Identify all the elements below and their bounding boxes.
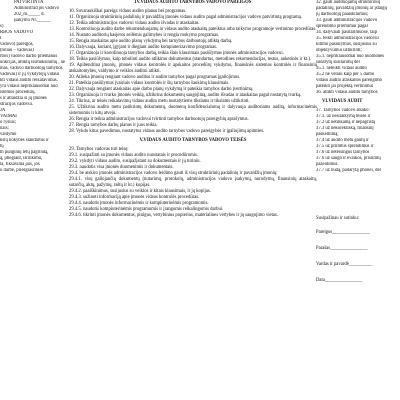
paragraph: 23. Organizuoja ir tvarko įmonės veiklą, užtikrina dokumentų saugojimą, audito išvadas ir ataskaitas pagal nustatytą tvarką. bbox=[69, 93, 302, 98]
text-line: la, fiksavima jais, jos bbox=[0, 162, 40, 167]
text-line: kitimo pasiūlymus, susijusius su bbox=[316, 42, 377, 47]
paragraph: 21. Pateikia pasiūlymus įvairiais vidaus kontrolės ir šių tarnybos šaukimų klausimais. bbox=[69, 81, 230, 86]
paragraph: 29.4.3. sužinoti informaciją apie įmonės vidaus kontrolės procedūras. bbox=[69, 195, 200, 200]
paragraph: 29.4. be atskiro įmonės administracijos vadovo leidimo gauti iš visų struktūrinių padalinių ir pavaldžių įmonių: bbox=[69, 171, 278, 176]
document-section bbox=[69, 0, 317, 135]
signature-intro: Susipažinau ir sutinku: bbox=[316, 216, 359, 221]
text-line: valdymo bbox=[0, 132, 17, 137]
paragraph: 26. Rengia ir teikia administracijos vadovui tvirtinti tarnybos darbuotojų pareigybių aprašymus. bbox=[69, 117, 249, 122]
text-line: tų bbox=[0, 144, 4, 149]
paragraph: 20. Atlieka įmonių rengiant vadovo auditus ir audito tarnybos pagal programas įgaliojimus. bbox=[69, 75, 241, 80]
paragraph: 29.4.4. naudotis įmonės informacinėmis ir kompiuterinėmis programomis. bbox=[69, 201, 209, 206]
right-column-top-text bbox=[316, 0, 400, 96]
paragraph: 29.1. susipažinti su įmonės vidaus audito nuostatais ir procedūromis. bbox=[69, 153, 199, 158]
text-line: yra vidaus nepriklausomai nuo bbox=[0, 84, 58, 89]
left-column bbox=[0, 0, 70, 174]
document-section bbox=[69, 138, 317, 219]
signature-sign-field: Parašas________________ bbox=[316, 246, 368, 251]
paragraph: 17. Organizuoja ir koordinuoja tarnybos darbą, teikia šiais klausimais pasiūlymus įmonės administracijos vadovui. bbox=[69, 51, 284, 56]
right-column bbox=[316, 0, 400, 284]
paragraph: 28. Vykdo kitus pavedimus, nustatytus vidaus audito tarnybos vadovo pareigybės ir įgaliojimų apimties. bbox=[69, 129, 265, 134]
paragraph: 29.2. vykdyti vidaus audito, susipažįstant su dokumentais ir jų turiniu. bbox=[69, 159, 201, 164]
approval-line: PATVIRTINTA bbox=[14, 0, 44, 5]
signature-position-field: Pareigos________________ bbox=[316, 230, 370, 235]
text-line: vidaus audito ataskaitos parengimo bbox=[316, 78, 383, 83]
signature-block bbox=[316, 216, 400, 284]
paragraph: 29.3. naudotis visa įmonės duomenimis ir dokumentais. bbox=[69, 165, 174, 170]
text-line: 35.2 ne vėliau kaip per 5 darbo bbox=[316, 72, 375, 77]
text-line: unkcijas, atliktų išsmokšinimų , ne bbox=[0, 60, 66, 65]
text-line: 33. gauti administracijos vadovo bbox=[316, 18, 378, 23]
main-sections bbox=[69, 0, 317, 219]
text-line: 37.6 už neteisingus tarnybos bbox=[316, 150, 370, 155]
approval-header bbox=[0, 0, 70, 24]
paragraph: 27. Rengia tarnybos darbų planus ir juos teikia. bbox=[69, 123, 158, 128]
section-heading: IV.VIDAUS AUDITO TARNYBOS VADOVO PAREIGOS bbox=[134, 0, 252, 5]
text-line: objektyvumui užtikrinti; bbox=[316, 48, 362, 53]
paragraph: 29.4.2. paaiškinimus, susijusius su veiklos ir kitais klausimais, ir jų kopijas. bbox=[69, 189, 211, 194]
text-line: RBOS VADOVO bbox=[0, 30, 34, 35]
paragraph: 11. Organizuoja struktūrinių padalinių ir pavaldžių įmonės vidaus audito pagal administracijos vadovo patvirtintą programą. bbox=[69, 15, 302, 20]
text-line: vadovas) ir jų vykdytojų vidaus bbox=[0, 72, 60, 77]
text-line: o darbe, priešgiasrinies bbox=[0, 168, 44, 173]
main-column bbox=[69, 0, 317, 219]
text-line: istemos procedūrų. bbox=[0, 90, 36, 95]
text-line: m punginių letų pagrindą, bbox=[0, 150, 49, 155]
paragraph: 14. Nustato auditorių kasjeros seilėmis galimybes ir rengia mokymo programas. bbox=[69, 33, 220, 38]
text-line: 37.4 už audito metu gautų ir bbox=[316, 138, 369, 143]
text-line: ą, įdiegiant, išrinkimu, bbox=[0, 156, 43, 161]
approval-line: įsakymu Nr.______ bbox=[14, 18, 51, 23]
text-line: JA bbox=[0, 108, 6, 113]
paragraph: 16. Dalyvauja, kuriant, įgyjant ir diegiant audito kompiuterizavimo programas. bbox=[69, 45, 218, 50]
text-line: 37.1. už nesilaikymą teisės ir bbox=[316, 114, 371, 119]
text-line: stracijos vadovui. bbox=[0, 102, 34, 107]
text-line: 37.6 už saugo ir evaikos, prisiimtų bbox=[316, 156, 381, 161]
paragraph: 29.4.1. visų galiojančių dokumentų (nutarimų, protokolų, administracijos vadovo įsakymų, nurodymų, finansinių ataskaitų, sutarčių, aktų, pažymų, raštų ir kt.) kopijas. bbox=[69, 177, 317, 188]
paragraph: 19. Apibendrina įmonių, įmonės vidaus kontrolės ir apskaitos procedūrų vykdymo, finansinės sistemos kontrolės ir finansinių atskaitomybės, valdymo ir veiklos auditui atlikti. bbox=[69, 63, 317, 74]
section-heading-responsibility: VI.VIDAUS AUDIT bbox=[322, 99, 363, 104]
text-line: nais; bbox=[0, 126, 9, 131]
text-line: vadovo) pareigos, bbox=[0, 42, 34, 47]
paragraph: 29. Tarnybos vadovas turi teisę: bbox=[69, 147, 129, 152]
paragraph: 22. Dalyvauja rengiant ataskaitas apie darbo planų vykdymą ir pateikia tarnybos darbo įvertinimą. bbox=[69, 87, 254, 92]
text-line: paskelbimą; bbox=[316, 132, 339, 137]
text-line: kti vidaus audito reikalavimus. bbox=[0, 78, 58, 83]
paragraph: 25. Užtikrina audito metu patikrintų dokumentų, duomenų konfidencialumą ir dalyvauja auditoriams auditą, informacinėmis sistemomis ir kitų atveju. bbox=[69, 105, 317, 116]
text-line: 34. dalyvauti pasitarimuose, taip bbox=[316, 30, 378, 35]
paragraph: 12. Teikia administracijos vadovui vidaus audito išvadas ir ataskaitas. bbox=[69, 21, 200, 26]
text-line: 35. teikti administracijos vadovui bbox=[316, 36, 379, 41]
signature-date-field: Data________________ bbox=[316, 278, 363, 283]
left-column-text bbox=[0, 24, 70, 174]
text-line: jų darbuotojų paaiškinimus; bbox=[316, 12, 369, 17]
paragraph: 29.4.5. naudotis kompiuterinėmis programomis ir įrangomis reikalingomis darbui. bbox=[69, 207, 224, 212]
text-line: s) bbox=[0, 24, 4, 29]
text-line: VAIMAI bbox=[0, 114, 17, 119]
text-line: padalinių, pavaldžių įmonių ar įstaigų bbox=[316, 6, 387, 11]
text-line: pažeidimus. bbox=[316, 162, 339, 167]
paragraph: 10. Suvaraukiškai pareiga vidaus audito planus bei programas. bbox=[69, 9, 187, 14]
paragraph: 13. Kontroliuoja audito darbe rekomenduojamų ar vidaus audito ataskaitų pateiktus arba taikymo programoje vertinimo procedūras. bbox=[69, 27, 317, 32]
right-column-bottom-text bbox=[316, 108, 400, 174]
text-line: (toliau – vadovas) bbox=[0, 48, 34, 53]
approval-line: Administracijos vadovo bbox=[14, 6, 59, 11]
text-line: 36. atlikti vidaus audito tarnybos bbox=[316, 90, 378, 95]
text-line: sprendimo priėmimui pagal bbox=[316, 24, 368, 29]
text-line: 35.1. nepriklausomai nuo nuomonės bbox=[316, 54, 385, 59]
text-line: 37.2 už netinkamą ir nepagristą bbox=[316, 120, 375, 125]
text-line: 37.5 už priimtus sprendimus ir bbox=[316, 144, 374, 149]
paragraph: 24. Tikrina, ar teisės reikalavimų vidaus audito metu nustatytiems tikslams ir tikslams užtikrinti. bbox=[69, 99, 250, 104]
text-line: s ir atlaidžia ši jų įmonės bbox=[0, 96, 47, 101]
text-line: 37.3 už nekorektišką, finansinį bbox=[316, 126, 374, 131]
text-line: kslų kokybės standartus ir bbox=[0, 138, 49, 143]
paragraph: 18. Teikia pasiūlymus, kaip tobulinti audito atlikimo dokumentus (standartus, metodines rekomendacijas, testus, anketinės ir kt.). bbox=[69, 57, 312, 62]
approval-line: 202_m._____ d. bbox=[14, 12, 45, 17]
text-line: o ryšius; bbox=[0, 120, 17, 125]
text-line: 32. gauti audituojamų struktūrinių bbox=[316, 0, 381, 5]
paragraph: 15. Rengia ataskaitas apie audito planų vykdymą bei tarnybos darbuotojų atliktą darbą. bbox=[69, 39, 233, 44]
paragraph: 29.4.6. tikrinti įmonės dokumentus, pinigus, vertybinius popierius, materialines vertybes ir jų saugojimo vietas. bbox=[69, 213, 278, 218]
text-line: 37.7 už būdą, padarytą įmonei, dėl bbox=[316, 168, 381, 173]
text-line: pateikti jai projektą vertinimui bbox=[316, 84, 374, 89]
text-line: 37. Tarnybos vadovo atsako: bbox=[316, 108, 370, 113]
text-line: mas, vadovo darbuotojų tarnybos bbox=[0, 66, 63, 71]
text-line: 35.1. neteikti vidaus audito bbox=[316, 66, 367, 71]
section-heading: V.VIDAUS AUDITO TARNYBOS VADOVO TEISĖS bbox=[139, 138, 247, 143]
signature-name-field: Vardas ir pavardė__________ bbox=[316, 262, 373, 267]
text-line: sudarytų susitarimų dėl bbox=[316, 60, 360, 65]
text-line: I bbox=[0, 36, 2, 41]
text-line: rbos) vadovo darbo priemanus bbox=[0, 54, 58, 59]
